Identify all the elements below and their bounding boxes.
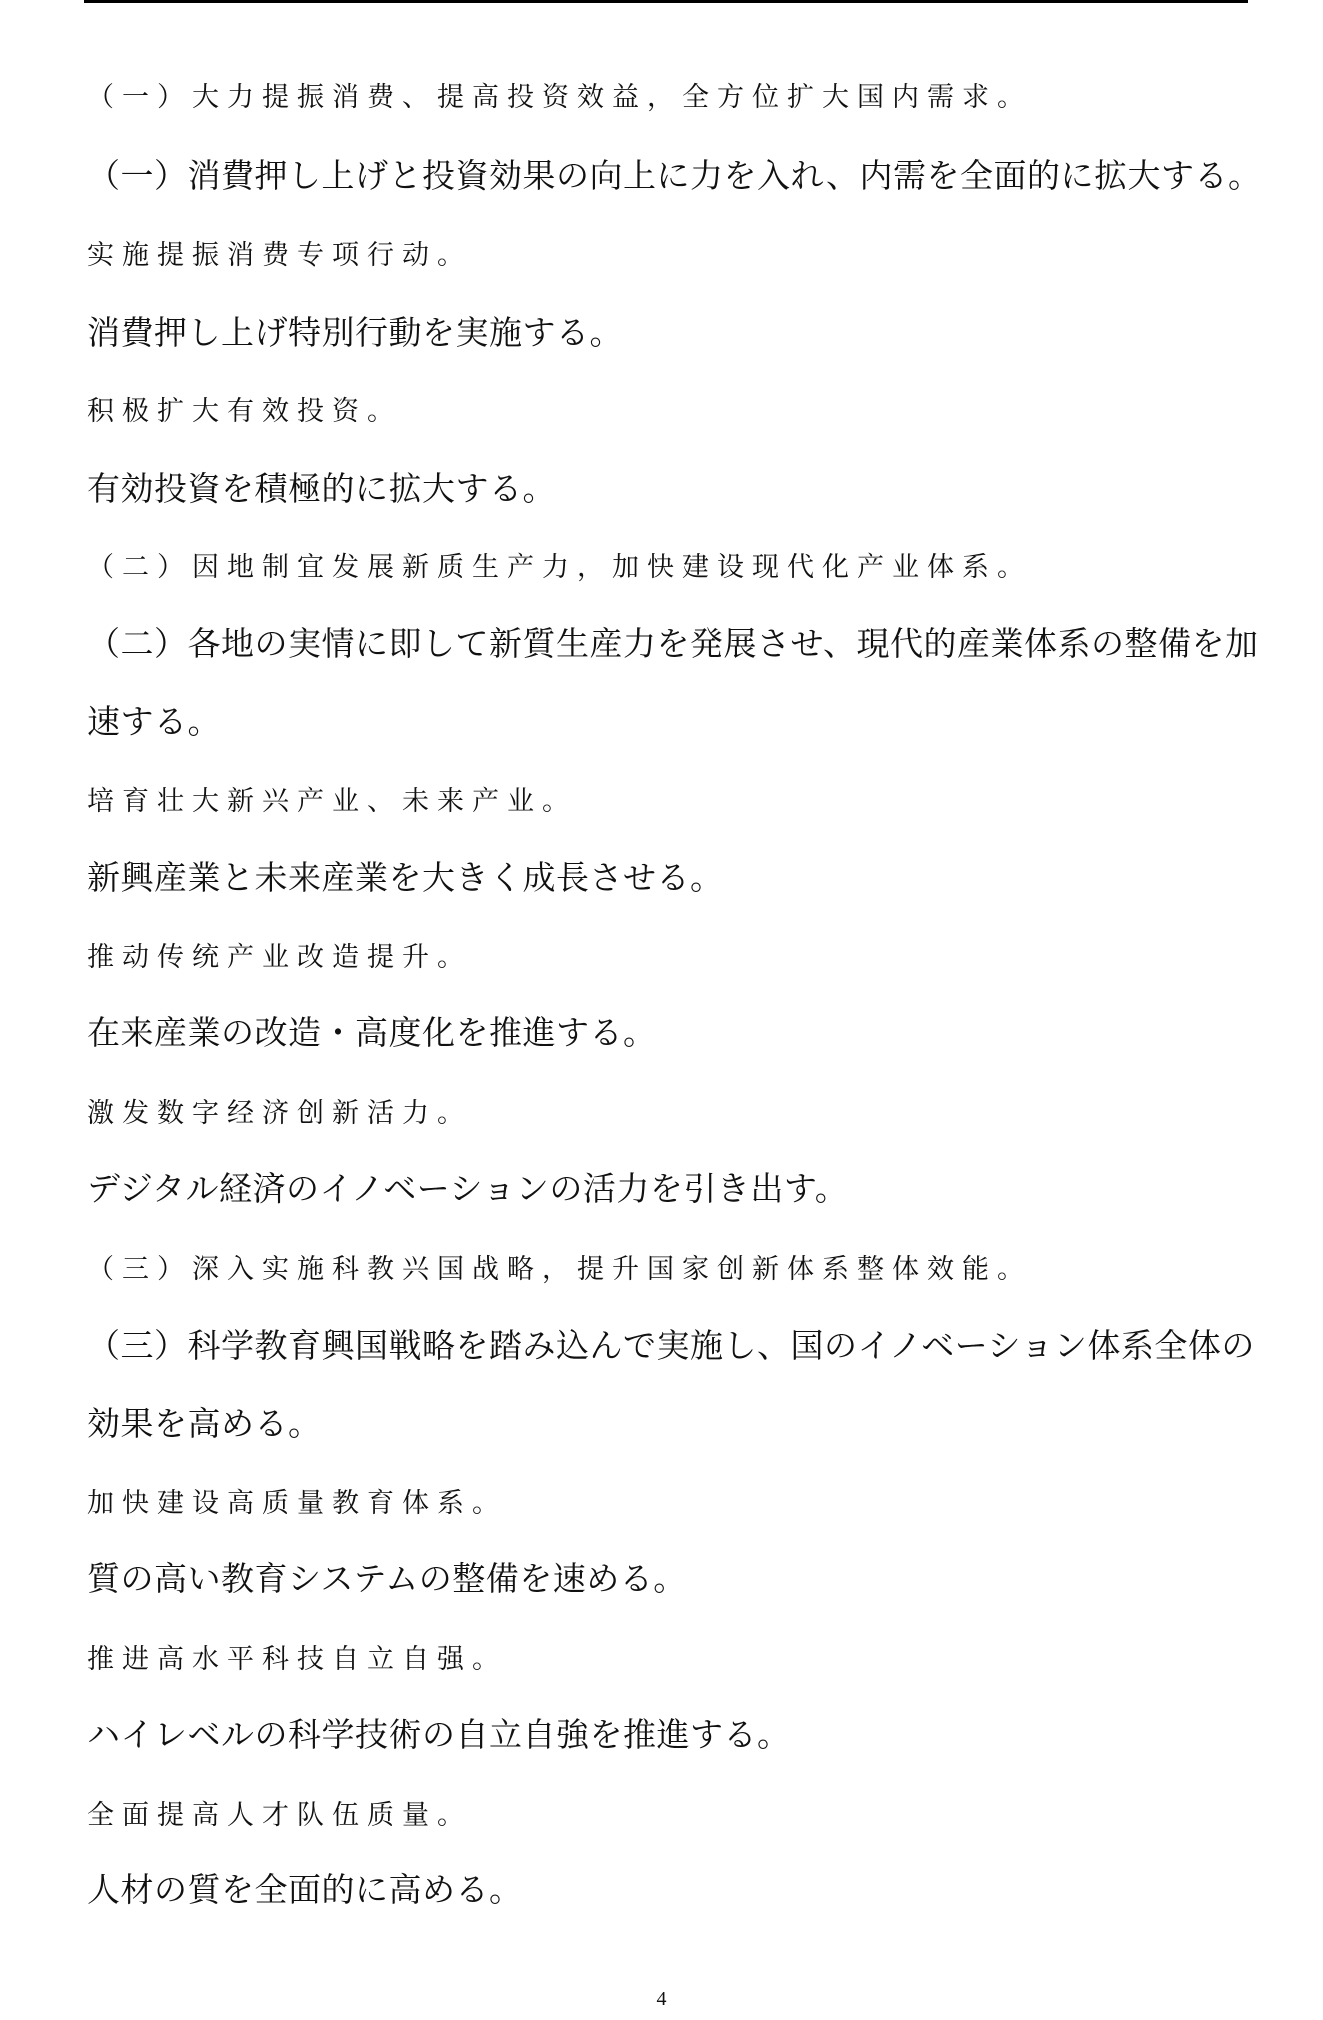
item-2-ja: 有効投資を積極的に拡大する。 <box>87 469 556 508</box>
item-8-zh: 全面提高人才队伍质量。 <box>87 1800 472 1831</box>
item-3-ja: 新興産業と未来産業を大きく成長させる。 <box>87 858 724 897</box>
item-8-ja: 人材の質を全面的に高める。 <box>87 1870 523 1909</box>
item-2-zh: 积极扩大有效投资。 <box>87 396 402 427</box>
heading-2-ja: （二）各地の実情に即して新質生産力を発展させ、現代的産業体系の整備を加 <box>87 624 1259 663</box>
item-5-zh: 激发数字经济创新活力。 <box>87 1098 472 1129</box>
page-number: 4 <box>656 1988 667 2010</box>
item-7-zh: 推进高水平科技自立自强。 <box>87 1644 507 1675</box>
item-6-zh: 加快建设高质量教育体系。 <box>87 1488 507 1519</box>
item-1-zh: 实施提振消费专项行动。 <box>87 240 472 271</box>
item-7-ja: ハイレベルの科学技術の自立自強を推進する。 <box>87 1715 791 1754</box>
item-1-ja: 消費押し上げ特別行動を実施する。 <box>87 313 623 352</box>
top-rule <box>84 0 1248 3</box>
item-3-zh: 培育壮大新兴产业、未来产业。 <box>87 786 577 817</box>
heading-3-zh: （三）深入实施科教兴国战略，提升国家创新体系整体效能。 <box>87 1254 1032 1285</box>
item-6-ja: 質の高い教育システムの整備を速める。 <box>87 1559 687 1598</box>
item-4-ja: 在来産業の改造・高度化を推進する。 <box>87 1013 657 1052</box>
heading-3-ja: （三）科学教育興国戦略を踏み込んで実施し、国のイノベーション体系全体の <box>87 1326 1255 1365</box>
heading-2-zh: （二）因地制宜发展新质生产力，加快建设现代化产业体系。 <box>87 552 1032 583</box>
item-4-zh: 推动传统产业改造提升。 <box>87 942 472 973</box>
heading-2-ja-cont: 速する。 <box>87 702 221 741</box>
item-5-ja: デジタル経済のイノベーションの活力を引き出す。 <box>87 1169 849 1208</box>
heading-1-zh: （一）大力提振消费、提高投资效益，全方位扩大国内需求。 <box>87 82 1032 113</box>
heading-3-ja-cont: 効果を高める。 <box>87 1404 322 1443</box>
heading-1-ja: （一）消費押し上げと投資効果の向上に力を入れ、内需を全面的に拡大する。 <box>87 156 1262 195</box>
